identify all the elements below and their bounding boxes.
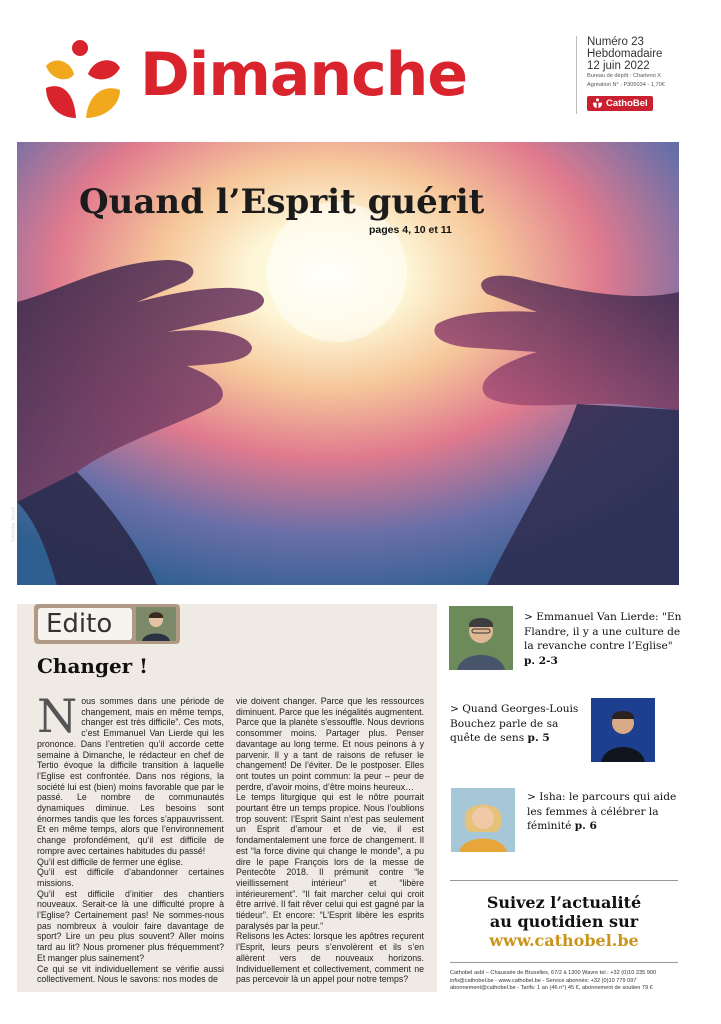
hero-title: Quand l’Esprit guérit (79, 182, 485, 222)
edito-column-2 (236, 696, 424, 985)
teaser-text: > Isha: le parcours qui aide les femmes à célébrer la féminité p. 6 (527, 791, 677, 832)
masthead (0, 0, 721, 140)
colophon-line: Cathobel asbl – Chaussée de Bruxelles, 67/2 à 1300 Wavre tel.: +32 (0)10 235 900 (450, 970, 657, 976)
cathobel-logo-icon (592, 98, 603, 109)
edito-paragraph: Qu’il est difficile de fermer une église. (37, 856, 184, 867)
issue-frequency: Hebdomadaire (587, 48, 663, 60)
follow-line-1: Suivez l’actualité (486, 893, 642, 912)
edito-paragraph: Le temps liturgique qui est le nôtre pourrait pourtant être un temps propice. Nous l’oublions trop souvent: l’Esprit Saint n’est pas seulement un Esprit d’amour et de vie, il est fondamentalement une force de changement. Il est “la force divine qui change le monde”, a pu dire le pape François lors de la messe de Pentecôte 2018. Il prémunit contre “le vieillissement intérieur” et “libère intérieurement”. “Il fait marcher celui qui croit être arrivé. Il fait rêver celui qui est gagné par la tiédeur”. Et encore: “L’Esprit libère les esprits paralysés par la peur.” (236, 792, 424, 931)
issue-agreement: Agréation N° : P305034 - 1,70€ (587, 82, 665, 88)
edito-tab-label: Edito (38, 608, 132, 640)
teaser-text: > Emmanuel Van Lierde: "En Flandre, il y a une culture de la revanche contre l’Eglise" p. 2-3 (524, 611, 682, 667)
hero-pages: pages 4, 10 et 11 (369, 224, 452, 236)
issue-info (576, 36, 716, 114)
issue-date: 12 juin 2022 (587, 60, 650, 72)
cathobel-link[interactable]: www.cathobel.be (489, 931, 639, 950)
edito-paragraph: ous sommes dans une période de changement, mais en même temps, changer est très difficile”. Ces mots, c’est Emmanuel Van Lierde qui les prononce. Dans l’entretien qu’il accorde cette semaine à Dimanche, le rédacteur en chef de Tertio évoque la difficile transition à laquelle l’Eglise est confrontée. Dans nos régions, la société lui est (bien) moins favorable que par le passé. Le nombre de communautés dynamiques diminue. Les besoins sont énormes tandis que les forces s’appauvrissent. Et en même temps, alors que l’environnement change profondément, qu’il est difficile de rompre avec certaines habitudes du passé! (37, 696, 224, 856)
issue-bureau: Bureau de dépôt : Charleroi X (587, 73, 662, 79)
edito-column-1 (37, 689, 224, 985)
masthead-title: Dimanche (140, 40, 468, 110)
edito-paragraph: Relisons les Actes: lorsque les apôtres reçurent l’Esprit, leurs peurs s’envolèrent et ils s’en allèrent vers de nouveaux horizons. Individuellement et collectivement, comment ne pas percevoir là un appel pour notre temps? (236, 931, 424, 985)
colophon-line: info@cathobel.be - www.cathobel.be - Service abonnés: +32 (0)10 779 097 (450, 977, 637, 984)
cathobel-badge[interactable] (587, 96, 653, 111)
edito-paragraph: vie doivent changer. Parce que les ressources diminuent. Parce que les inégalités augmentent. Parce que la planète s’essouffle. Nous devrions consommer moins. Partager plus. Penser davantage au long terme. Et nous peinons à y parvenir. Il y a tant de raisons de refuser le changement! De l’éviter. De le postposer. Elles ont toutes un point commun: la peur – peur de perdre, d’avoir moins, d’être moins heureux… (236, 696, 424, 792)
edito-paragraph: Ce qui se vit individuellement se vérifie aussi collectivement. Nous le savons: nos modes de (37, 963, 224, 985)
divider (450, 962, 678, 963)
teaser-text: > Quand Georges-Louis Bouchez parle de sa quête de sens p. 5 (450, 703, 579, 744)
colophon (450, 970, 678, 993)
edito-heading: Changer ! (37, 654, 148, 678)
bouchez-photo (591, 698, 655, 762)
hero-image[interactable] (11, 142, 679, 585)
edito-paragraph: Qu’il est difficile d’initier des chantiers nouveaux. Serait-ce là une difficulté propre à l’Eglise? Certainement pas! Ne sommes-nous pas nombreux à vouloir faire davantage de sport? Lire un peu plus souvent? Aller moins tard au lit? Nous promener plus fréquemment? Et manger plus sainement? (37, 888, 224, 963)
issue-number: Numéro 23 (587, 36, 644, 48)
colophon-line: abonnement@cathobel.be - Tarifs: 1 an (46 n°) 45 €, abonnement de soutien 79 € (450, 985, 653, 992)
photo-credit: ©Adobe Stock (11, 506, 17, 542)
dimanche-logo-icon (40, 38, 124, 122)
edito-dropcap: N (37, 689, 78, 743)
follow-line-2: au quotidien sur (489, 912, 639, 931)
van-lierde-photo (449, 606, 513, 670)
cathobel-badge-label: CathoBel (606, 98, 648, 109)
edito-tab (34, 604, 180, 644)
edito-section (17, 604, 437, 992)
edito-paragraph: Qu’il est difficile d’abandonner certaines missions. (37, 867, 224, 888)
isha-photo (451, 788, 515, 852)
follow-cta (450, 880, 678, 950)
editor-avatar (136, 607, 176, 641)
